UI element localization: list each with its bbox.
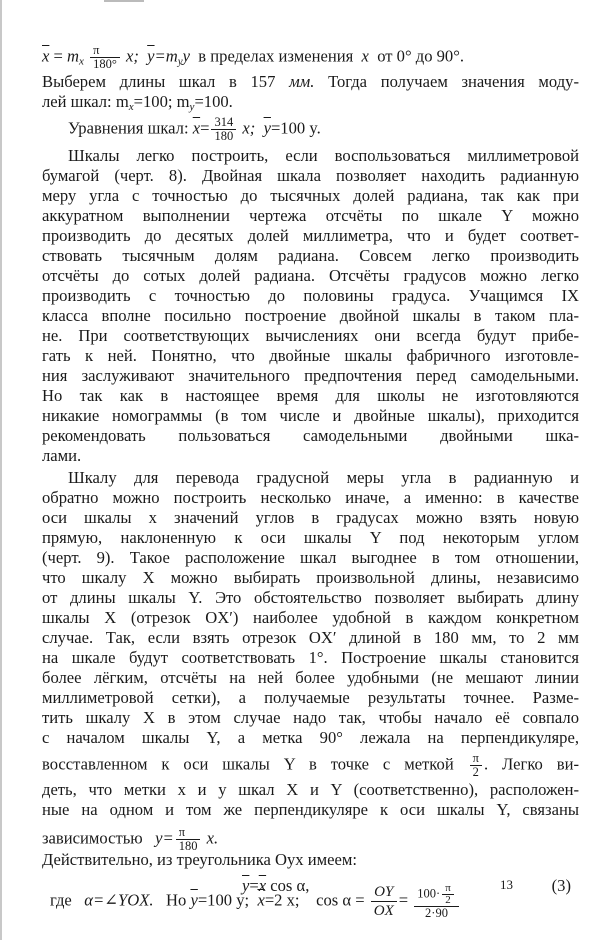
formula-part: y [182, 46, 190, 66]
paragraph2-line: от длины шкалы Y. Это обстоятельство позволяет выбирать длину [42, 588, 579, 607]
eq-sign: = [249, 876, 259, 895]
paragraph1-line: Но так как в настоящее время для школы не изготовляются [42, 386, 579, 405]
formula-text: в пределах изменения [198, 46, 354, 66]
text: зависимостью [42, 828, 143, 848]
text: Тогда получаем значения моду- [328, 72, 579, 91]
paragraph1-line: не. При соответствующих вычислениях они всегда будут прибе- [42, 326, 579, 345]
text: =100; m [133, 92, 190, 111]
text: x. [206, 828, 219, 848]
fraction-num: π [470, 752, 482, 766]
paragraph1-line: ния заслуживают значительного предпочтения перед самодельными. [42, 366, 579, 385]
line-with-pi-over-2 [42, 752, 579, 779]
text: y= [155, 828, 174, 848]
subscript-y: y [177, 55, 183, 68]
paragraph1-line: лами. [42, 446, 82, 465]
equation-number: (3) [551, 876, 571, 895]
indeed-line: Действительно, из треугольника Oyx имеем: [42, 850, 357, 869]
paragraph2-line: более лёгким, отсчёты на ней более удобными (не мешают линии [42, 668, 579, 687]
fraction-den: 2 [472, 765, 479, 779]
text: Выберем длины шкал в 157 [42, 72, 276, 91]
y-bar: $\overline{y}$ [190, 890, 198, 910]
fraction-num: π [176, 826, 201, 840]
paragraph1-line: производить до десятых долей миллиметра, что и будет соответ- [42, 226, 579, 245]
paragraph2-line: Шкалу для перевода градусной меры угла в радианную и [68, 468, 579, 487]
y-bar: $\overline{y}$ [263, 118, 271, 138]
paragraph1-line: отсчёты до сотых долей радиана. Отсчёты градусов можно легко [42, 266, 579, 285]
paragraph2-line: миллиметровой сетки), а получаемые результаты точнее. Разме- [42, 688, 579, 707]
fraction-den: 180 [178, 839, 198, 853]
formula-part: x; [125, 46, 139, 66]
paragraph1-line: меру угла с точностью до тысячных долей радиана, так как при [42, 186, 579, 205]
fraction-pi-180 [90, 44, 120, 71]
scan-artifact [104, 0, 144, 2]
paragraph2-line: ные на одном и том же перпендикуляре к оси шкалы Y, связаны [42, 800, 579, 819]
fraction-num [414, 883, 458, 907]
y-bar: $\overline{y}$ [147, 46, 155, 66]
formula-line-scales: $\overline{x} = m_x$ $\frac{\pi}{180^\circ}$ x; $\overline{y}=m_yy$ в пределах изменения x от 0° до 90°. [42, 43, 465, 71]
text: =2 x; [264, 890, 300, 910]
dependency-line [42, 826, 579, 853]
fraction-oy-ox [371, 883, 397, 920]
paragraph1-line: производить с точностью до половины градуса. Учащимся IX [42, 286, 579, 305]
x-bar: $\overline{x}$ [192, 118, 201, 138]
text: восставленном к оси шкалы Y в точке с меткой [42, 754, 454, 774]
paragraph1-line: класса вполне посильно построение двойной шкалы в таком пла- [42, 306, 579, 325]
fraction-den: 180 [214, 129, 234, 143]
fraction-num: π [442, 883, 454, 895]
text: =100. [194, 92, 233, 111]
subscript-x: x [79, 55, 84, 68]
fraction-num: OY [371, 883, 397, 902]
fraction-314-180 [211, 116, 236, 143]
fraction-den: 2 [445, 894, 451, 906]
text: . Легко ви- [483, 754, 580, 774]
eq-sign: = [398, 890, 409, 910]
paragraph2-line: с началом шкалы Y, а метка 90° лежала на перпендикуляре, [42, 728, 579, 747]
paragraph2-line: (черт. 9). Такое расположение шкал выгоднее в том отношении, [42, 548, 579, 567]
fraction-den: 2·90 [425, 906, 448, 920]
paragraph1-line: бумагой (черт. 8). Двойная шкала позволяет находить радианную [42, 166, 579, 185]
page-left-edge [0, 0, 2, 940]
text: =100 y; [197, 890, 250, 910]
x-bar: $\overline{x}$ [257, 890, 265, 910]
paragraph1-line: никакие номограммы (в том числе и двойные шкалы), приходится [42, 406, 579, 425]
fraction-den: OX [373, 903, 394, 919]
fraction-num: 314 [211, 116, 236, 130]
text: cos α, [270, 876, 310, 895]
unit-mm: мм. [289, 72, 315, 91]
formula-var: x [361, 46, 369, 66]
text: где [50, 890, 72, 910]
fraction-den: 180° [93, 57, 117, 71]
paragraph1-line: Шкалы легко построить, если воспользоваться миллиметровой [68, 146, 579, 165]
fraction-num: π [90, 44, 120, 58]
text-line [42, 72, 579, 92]
paragraph2-line: на шкале будут соответствовать 1°. Построение шкалы становится [42, 648, 579, 667]
paragraph2-line: деть, что метки x и y шкал X и Y (соответственно), расположен- [42, 780, 579, 799]
x-bar: $\overline{x}$ [258, 876, 267, 895]
text: =100 y. [270, 118, 321, 138]
text: α=∠YOX. [84, 890, 154, 910]
paragraph2-line: прямую, наклоненную к оси шкалы Y под некоторым углом [42, 528, 579, 547]
eq-sign: = [49, 46, 68, 66]
fraction-pi-180 [176, 826, 201, 853]
paragraph2-line: шкалы X (отрезок OX′) наиболее удобной в каждом конкретном [42, 608, 579, 627]
fraction-complex [414, 883, 458, 920]
text: Но [166, 890, 187, 910]
fraction-pi-2 [442, 883, 454, 906]
text: cos α = [316, 890, 365, 910]
label: Уравнения шкал: [68, 118, 189, 138]
paragraph2-line: оси шкалы x значений углов в градусах можно взять новую [42, 508, 579, 527]
paragraph2-line: что шкалу X можно выбирать произвольной длины, независимо [42, 568, 579, 587]
paragraph2-line: тить шкалу X в этом случае надо так, чтобы начало её совпало [42, 708, 579, 727]
y-bar: $\overline{y}$ [242, 876, 250, 895]
page-number: 13 [500, 877, 513, 892]
paragraph1-line: аккуратном выполнении чертежа отсчёты по шкале Y можно [42, 206, 579, 225]
paragraph1-line: рекомендовать пользоваться самодельными двойными шка- [42, 426, 579, 445]
text-line: лей шкал: $m_x=100$; $m_y=100$. [42, 92, 233, 113]
text: x; [242, 118, 256, 138]
paragraph1-line: гать к ней. Понятно, что двойные шкалы фабричного изготовле- [42, 346, 579, 365]
text: 100· [417, 886, 441, 901]
fraction-pi-2 [470, 752, 482, 779]
x-bar: $\overline{x}$ [42, 46, 50, 66]
scale-equations: Уравнения шкал: $\overline{x}=$ $\frac{314}{180}$ x; $\overline{y}=100$ y. [68, 115, 321, 143]
formula-range: от 0° до 90°. [377, 46, 465, 66]
text: лей шкал: m [42, 92, 129, 111]
paragraph2-line: случае. Так, если взять отрезок OX′ длиной в 180 мм, то 2 мм [42, 628, 579, 647]
paragraph2-line: обратно можно построить несколько иначе, а именно: в качестве [42, 488, 579, 507]
paragraph1-line: ствовать тысячным долям радиана. Совсем легко производить [42, 246, 579, 265]
